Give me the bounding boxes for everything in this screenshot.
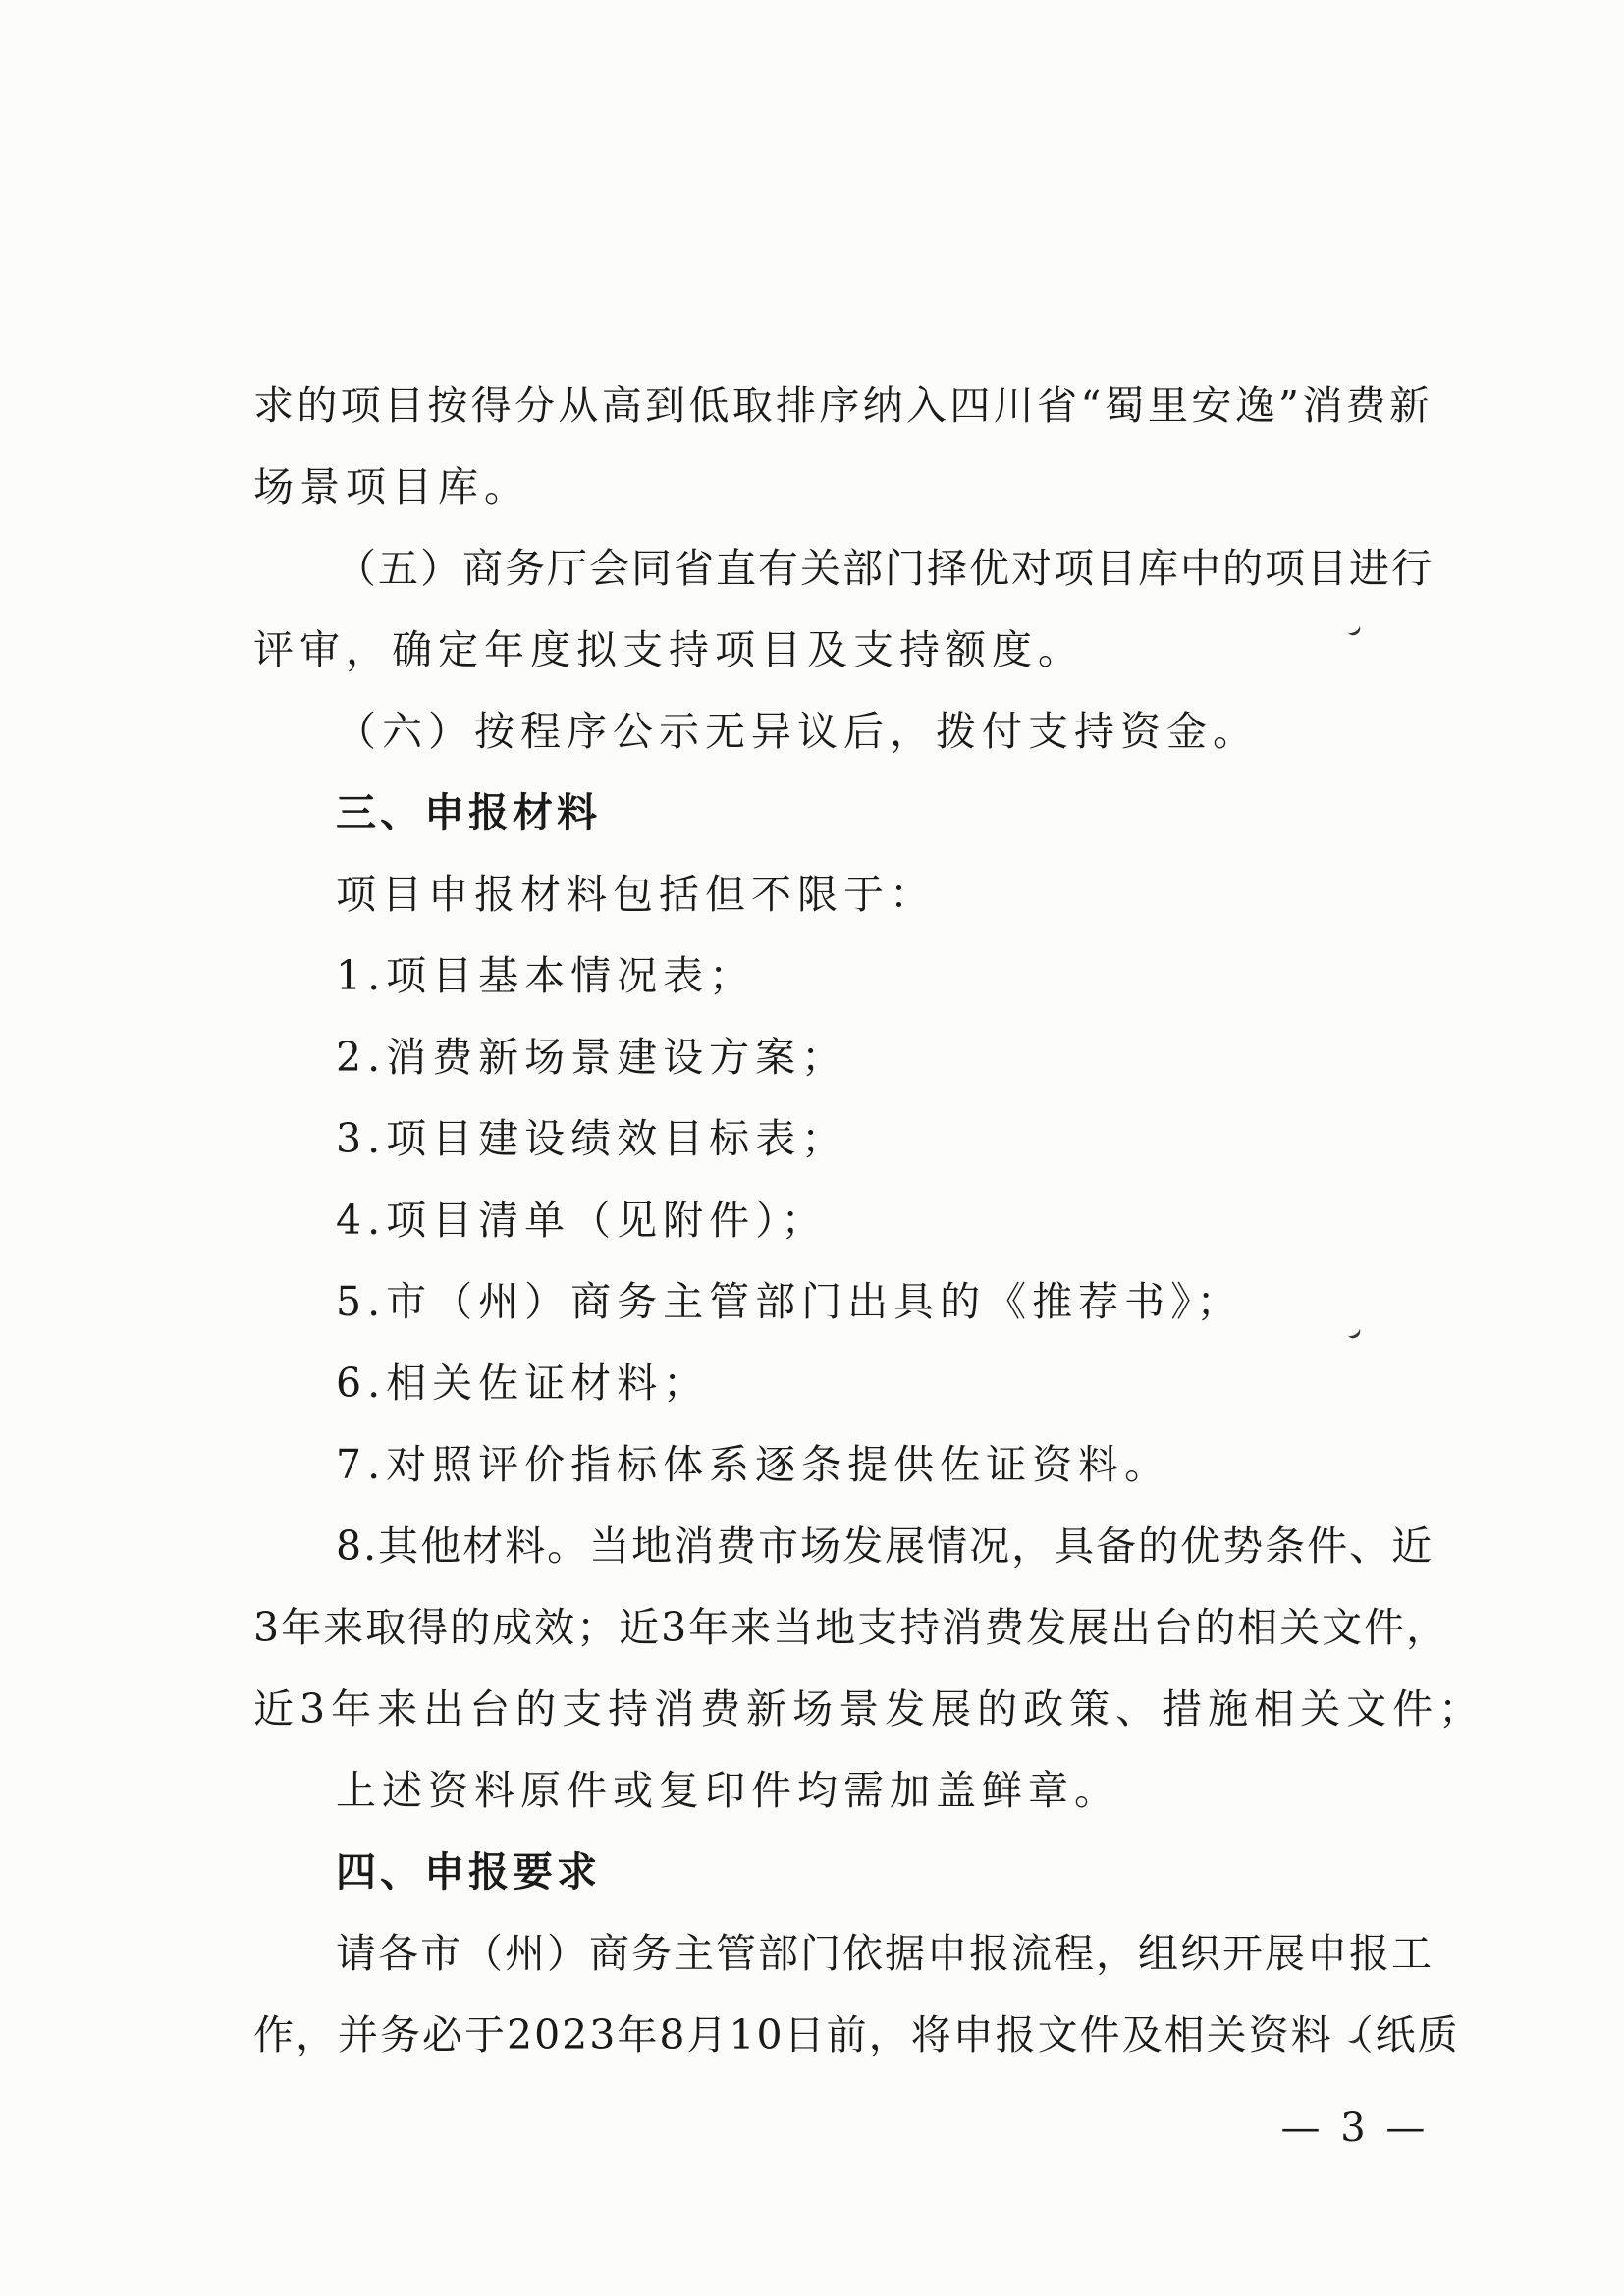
page-number: — 3 — <box>1280 2106 1430 2151</box>
paragraph-line-7: 项目申报材料包括但不限于： <box>336 871 936 918</box>
paragraph-line-20: 请各市（州）商务主管部门依据申报流程，组织开展申报工 <box>336 1930 1434 1977</box>
list-item-3: 3.项目建设绩效目标表； <box>336 1115 848 1162</box>
paragraph-line-1: 求的项目按得分从高到低取排序纳入四川省“蜀里安逸”消费新 <box>253 382 1432 429</box>
paragraph-line-21: 作，并务必于2023年8月10日前，将申报文件及相关资料（纸质 <box>253 2011 1460 2058</box>
list-item-7: 7.对照评价指标体系逐条提供佐证资料。 <box>336 1441 1171 1488</box>
paragraph-line-18: 上述资料原件或复印件均需加盖鲜章。 <box>336 1767 1120 1814</box>
section-heading-materials: 三、申报材料 <box>336 789 601 836</box>
list-item-4: 4.项目清单（见附件）； <box>336 1197 828 1244</box>
paragraph-line-5: （六）按程序公示无异议后，拨付支持资金。 <box>336 708 1259 755</box>
paragraph-line-17: 近3年来出台的支持消费新场景发展的政策、措施相关文件； <box>253 1685 1486 1733</box>
paragraph-line-4: 评审，确定年度拟支持项目及支持额度。 <box>253 626 1084 673</box>
paragraph-line-3: （五）商务厅会同省直有关部门择优对项目库中的项目进行 <box>336 545 1434 592</box>
list-item-1: 1.项目基本情况表； <box>336 952 756 999</box>
list-item-6: 6.相关佐证材料； <box>336 1360 710 1407</box>
list-item-8: 8.其他材料。当地消费市场发展情况，具备的优势条件、近 <box>336 1522 1435 1570</box>
paragraph-line-16: 3年来取得的成效；近3年来当地支持消费发展出台的相关文件， <box>253 1604 1449 1651</box>
paragraph-line-2: 场景项目库。 <box>253 463 530 510</box>
list-item-5: 5.市（州）商务主管部门出具的《推荐书》； <box>336 1278 1243 1325</box>
section-heading-requirements: 四、申报要求 <box>336 1848 601 1896</box>
list-item-2: 2.消费新场景建设方案； <box>336 1034 848 1081</box>
